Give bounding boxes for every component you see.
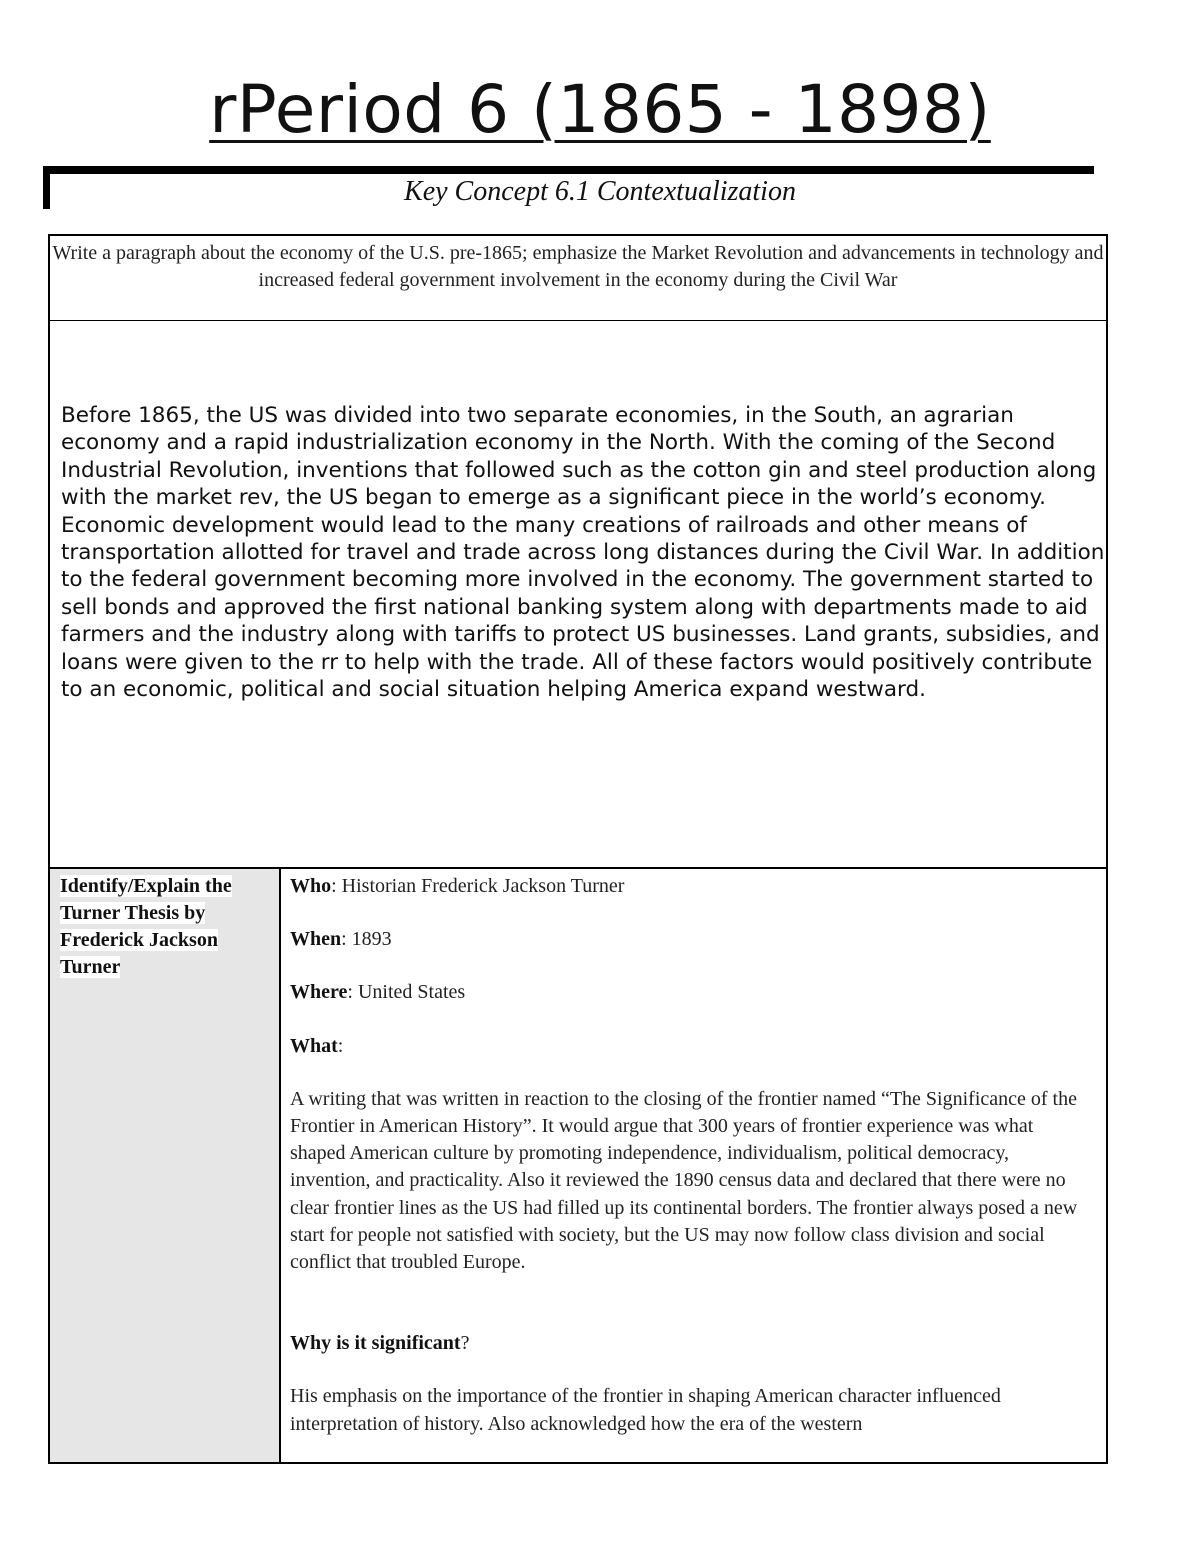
what-label: What — [290, 1034, 338, 1057]
response-paragraph[interactable]: Before 1865, the US was divided into two separate economies, in the South, an agrarian economy and a rapid industrialization economy in the North. With the coming of the Second Industrial Revolution, inventions that followed such as the cotton gin and steel production along with the market rev, the US began to emerge as a significant piece in the world’s economy. Economic development would lead to the many creations of railroads and other means of transportation allotted for travel and trade across long distances during the Civil War. In addition to the federal government becoming more involved in the economy. The government started to sell bonds and approved the first national banking system along with departments made to aid farmers and the industry along with tariffs to protect US businesses. Land grants, subsidies, and loans were given to the rr to help with the trade. All of these factors would positively contribute to an economic, political and social situation helping America expand westward. — [61, 403, 1105, 703]
page-title: rPeriod 6 (1865 - 1898) — [209, 71, 991, 148]
turner-label-text: Identify/Explain the Turner Thesis by Frederick Jackson Turner — [60, 875, 232, 978]
when-label: When — [290, 928, 342, 951]
turner-label-cell — [50, 869, 281, 1462]
what-colon: : — [337, 1034, 344, 1057]
when-value: : 1893 — [341, 928, 392, 951]
what-line — [290, 1033, 1090, 1060]
prompt-text: Write a paragraph about the economy of the U.S. pre-1865; emphasize the Market Revolution and advancements in technology and increased federal government involvement in the economy during the Civil War — [52, 242, 1104, 291]
what-text: A writing that was written in reaction to the closing of the frontier named “The Significance of the Frontier in American History”. It would argue that 300 years of frontier experience was what shaped American culture by promoting independence, individualism, political democracy, invention, and practicality. Also it reviewed the 1890 census data and declared that there were no clear frontier lines as the US had filled up its continental borders. The frontier always posed a new start for people not satisfied with society, but the US may now follow class division and social conflict that troubled Europe. — [290, 1087, 1078, 1274]
key-concept-subtitle: Key Concept 6.1 Contextualization — [404, 176, 796, 207]
why-label: Why is it significant — [290, 1332, 461, 1355]
where-value: : United States — [347, 981, 466, 1004]
worksheet-table — [48, 234, 1108, 1464]
turner-label — [60, 873, 274, 981]
why-text: His emphasis on the importance of the frontier in shaping American character influenced interpretation of history. Also acknowledged how the era of the western — [290, 1385, 1001, 1435]
why-line — [290, 1330, 1090, 1357]
why-mark: ? — [460, 1332, 470, 1355]
where-label: Where — [290, 981, 348, 1004]
when-line — [290, 926, 1090, 953]
who-value: : Historian Frederick Jackson Turner — [331, 875, 625, 897]
header-rule — [43, 166, 1094, 174]
who-line — [290, 873, 1090, 900]
who-label: Who — [290, 875, 332, 897]
turner-answer-cell[interactable] — [290, 873, 1090, 1438]
where-line — [290, 979, 1090, 1006]
prompt-divider — [50, 320, 1106, 321]
